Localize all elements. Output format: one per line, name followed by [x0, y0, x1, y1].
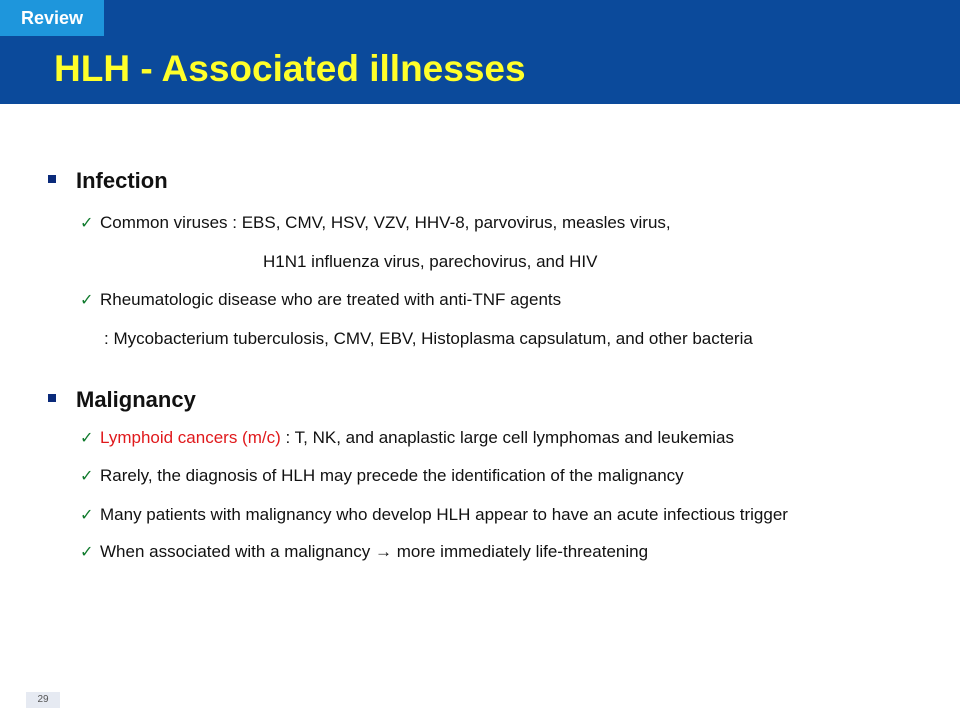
checkmark-icon: ✓: [80, 215, 94, 232]
checkmark-icon: ✓: [80, 292, 94, 309]
list-item: [80, 540, 648, 565]
infection-heading: Infection: [76, 168, 168, 193]
section-malignancy: [48, 385, 196, 415]
page-number: 29: [26, 692, 60, 708]
square-bullet-icon: [48, 394, 56, 402]
malignancy-item-4a: When associated with a malignancy: [100, 542, 375, 561]
list-item-continuation: [263, 250, 598, 274]
malignancy-item-1-rest: : T, NK, and anaplastic large cell lymphomas and leukemias: [280, 428, 735, 447]
review-tag: Review: [0, 0, 104, 36]
malignancy-heading: Malignancy: [76, 387, 196, 412]
infection-item-2b: : Mycobacterium tuberculosis, CMV, EBV, Histoplasma capsulatum, and other bacteria: [104, 329, 753, 348]
list-item-continuation: [104, 327, 753, 351]
infection-item-1b: H1N1 influenza virus, parechovirus, and HIV: [263, 252, 598, 271]
list-item: [80, 288, 561, 313]
slide-header: [0, 0, 960, 104]
malignancy-item-4b: more immediately life-threatening: [391, 542, 649, 561]
slide-title: HLH - Associated illnesses: [54, 48, 526, 89]
malignancy-item-2: Rarely, the diagnosis of HLH may precede the identification of the malignancy: [100, 466, 684, 485]
list-item: [80, 464, 684, 489]
checkmark-icon: ✓: [80, 430, 94, 447]
checkmark-icon: ✓: [80, 544, 94, 561]
malignancy-item-3: Many patients with malignancy who develop HLH appear to have an acute infectious trigger: [100, 505, 788, 524]
malignancy-item-1-highlight: Lymphoid cancers (m/c): [100, 428, 281, 447]
list-item: [80, 503, 788, 528]
infection-item-1a: Common viruses : EBS, CMV, HSV, VZV, HHV-8, parvovirus, measles virus,: [100, 213, 671, 232]
list-item: [80, 211, 671, 236]
checkmark-icon: ✓: [80, 468, 94, 485]
section-infection: [48, 166, 168, 196]
square-bullet-icon: [48, 175, 56, 183]
checkmark-icon: ✓: [80, 507, 94, 524]
list-item: [80, 426, 734, 451]
infection-item-2a: Rheumatologic disease who are treated with anti-TNF agents: [100, 290, 562, 309]
right-arrow-icon: →: [374, 542, 392, 561]
